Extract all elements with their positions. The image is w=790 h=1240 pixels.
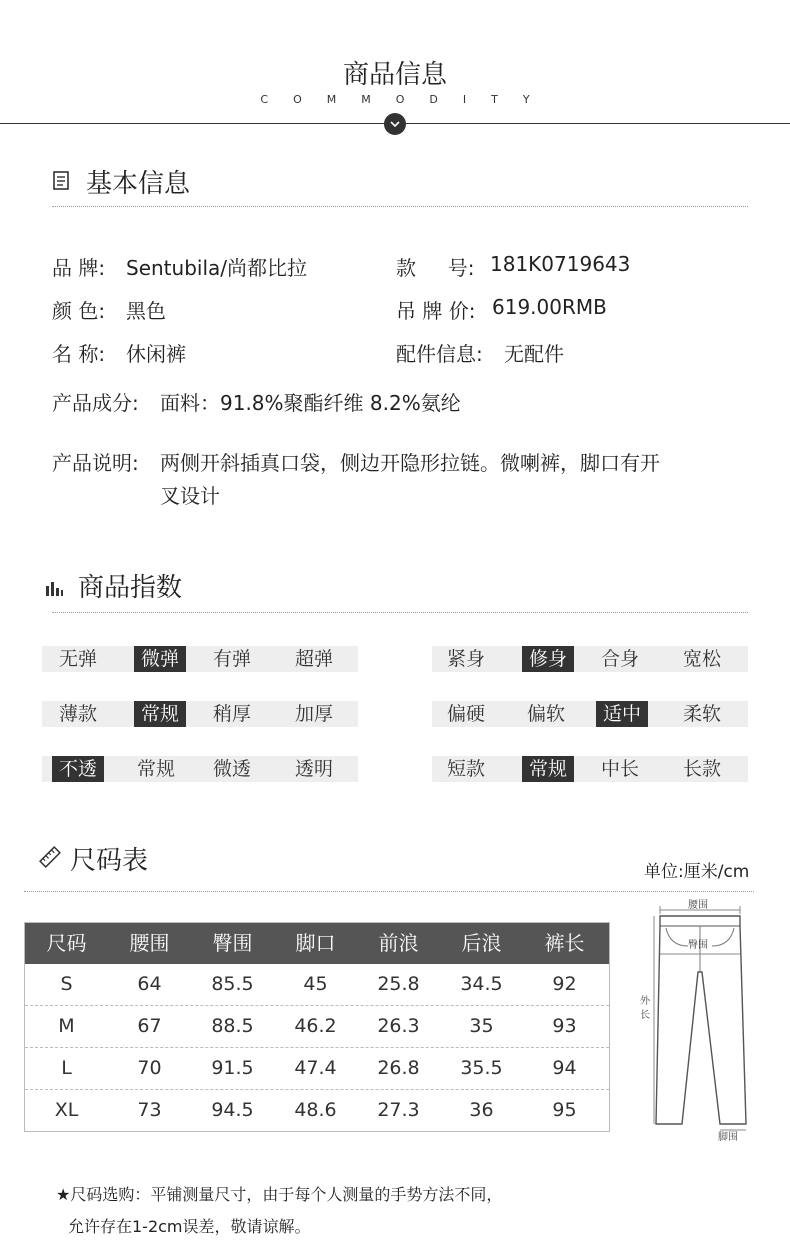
waist-label: 腰围 [688,900,708,911]
page-title: 商品信息 [342,60,447,90]
tag-price-value: 619.00RMB [492,295,607,319]
index-option: 加厚 [294,703,333,725]
header-cell: 前浪 [378,931,419,955]
table-header [25,923,609,964]
index-option: 薄款 [58,703,97,725]
elasticity-index [42,646,358,672]
table-cell: 85.5 [211,973,254,995]
index-option: 无弹 [58,648,97,670]
table-cell: 26.3 [377,1015,420,1037]
softness-index [432,701,748,727]
style-number-label: 款 号: [396,256,475,280]
index-option: 宽松 [682,648,721,670]
header-cell: 裤长 [544,931,585,955]
table-cell: 46.2 [294,1015,337,1037]
color-value: 黑色 [126,299,166,323]
index-option: 中长 [600,758,639,780]
table-cell: 94 [552,1057,577,1079]
name-label: 名 称: [52,342,106,366]
unit-label: 单位:厘米/cm [644,862,750,882]
index-option: 长款 [682,758,721,780]
material-label: 产品成分: [52,391,139,415]
table-cell: 92 [552,973,577,995]
index-option-selected: 常规 [522,756,574,782]
section-divider [52,206,748,207]
description-line-1: 两侧开斜插真口袋，侧边开隐形拉链。微喇裤，脚口有开 [160,451,660,475]
index-option: 超弹 [294,648,333,670]
fit-index [432,646,748,672]
style-number-value: 181K0719643 [490,252,631,276]
index-option: 常规 [136,758,175,780]
name-value: 休闲裤 [126,342,186,366]
accessory-value: 无配件 [504,342,564,366]
outer-length-label-top: 外 [640,996,650,1007]
description-line-2: 叉设计 [160,484,220,508]
index-option: 偏软 [526,703,565,725]
section-divider [24,891,754,892]
pants-icon [636,896,756,1146]
size-chart-title: 尺码表 [70,846,149,876]
material-value: 面料：91.8%聚酯纤维 8.2%氨纶 [160,391,461,415]
index-option-selected: 不透 [52,756,104,782]
tag-price-label: 吊 牌 价: [396,299,476,323]
table-cell: 35.5 [460,1057,503,1079]
table-cell: 73 [137,1099,162,1121]
outer-length-label-bottom: 长 [640,1010,650,1021]
index-option-selected: 微弹 [134,646,186,672]
index-option-selected: 常规 [134,701,186,727]
table-cell: 34.5 [460,973,503,995]
document-icon [52,170,72,192]
table-cell: 94.5 [211,1099,254,1121]
length-index [432,756,748,782]
table-row [25,1047,609,1089]
table-cell: 67 [137,1015,162,1037]
index-option: 透明 [294,758,333,780]
table-cell: S [60,973,73,995]
brand-label: 品 牌: [52,256,106,280]
table-cell: 36 [469,1099,494,1121]
description-label: 产品说明: [52,451,139,475]
table-cell: L [61,1057,72,1079]
table-cell: XL [54,1099,79,1121]
table-row [25,964,609,1005]
table-cell: 27.3 [377,1099,420,1121]
index-option: 柔软 [682,703,721,725]
table-cell: 93 [552,1015,577,1037]
ruler-icon [38,845,62,869]
transparency-index [42,756,358,782]
header-cell: 尺码 [46,931,87,955]
table-cell: 91.5 [211,1057,254,1079]
header-cell: 脚口 [295,931,336,955]
table-cell: 47.4 [294,1057,337,1079]
chevron-down-icon [384,113,406,135]
color-label: 颜 色: [52,299,106,323]
hip-label: 臀围 [688,940,708,951]
header-cell: 腰围 [129,931,170,955]
index-option: 合身 [600,648,639,670]
header-cell: 臀围 [212,931,253,955]
index-option-selected: 适中 [596,701,648,727]
brand-value: Sentubila/尚都比拉 [126,256,307,280]
index-option-selected: 修身 [522,646,574,672]
hem-label: 脚围 [718,1132,738,1143]
table-cell: 45 [303,973,328,995]
product-index-title: 商品指数 [78,573,183,603]
table-cell: 70 [137,1057,162,1079]
index-option: 稍厚 [212,703,251,725]
section-divider [52,612,748,613]
pants-measurement-diagram [636,896,756,1146]
table-cell: 95 [552,1099,577,1121]
table-row [25,1005,609,1047]
table-cell: 26.8 [377,1057,420,1079]
page-subtitle: COMMODITY [260,93,555,106]
table-cell: 25.8 [377,973,420,995]
size-note-line-2: 允许存在1-2cm误差，敬请谅解。 [68,1217,311,1236]
index-option: 短款 [446,758,485,780]
header-cell: 后浪 [461,931,502,955]
size-table [24,922,610,1132]
thickness-index [42,701,358,727]
table-cell: 88.5 [211,1015,254,1037]
bar-chart-icon [44,578,64,598]
index-option: 偏硬 [446,703,485,725]
index-option: 微透 [212,758,251,780]
index-option: 紧身 [446,648,485,670]
table-cell: M [58,1015,75,1037]
accessory-label: 配件信息: [396,342,483,366]
index-option: 有弹 [212,648,251,670]
size-note-line-1: ★尺码选购：平铺测量尺寸，由于每个人测量的手势方法不同， [56,1185,503,1204]
table-cell: 64 [137,973,162,995]
table-cell: 35 [469,1015,494,1037]
table-cell: 48.6 [294,1099,337,1121]
table-row [25,1089,609,1131]
basic-info-title: 基本信息 [86,169,191,199]
